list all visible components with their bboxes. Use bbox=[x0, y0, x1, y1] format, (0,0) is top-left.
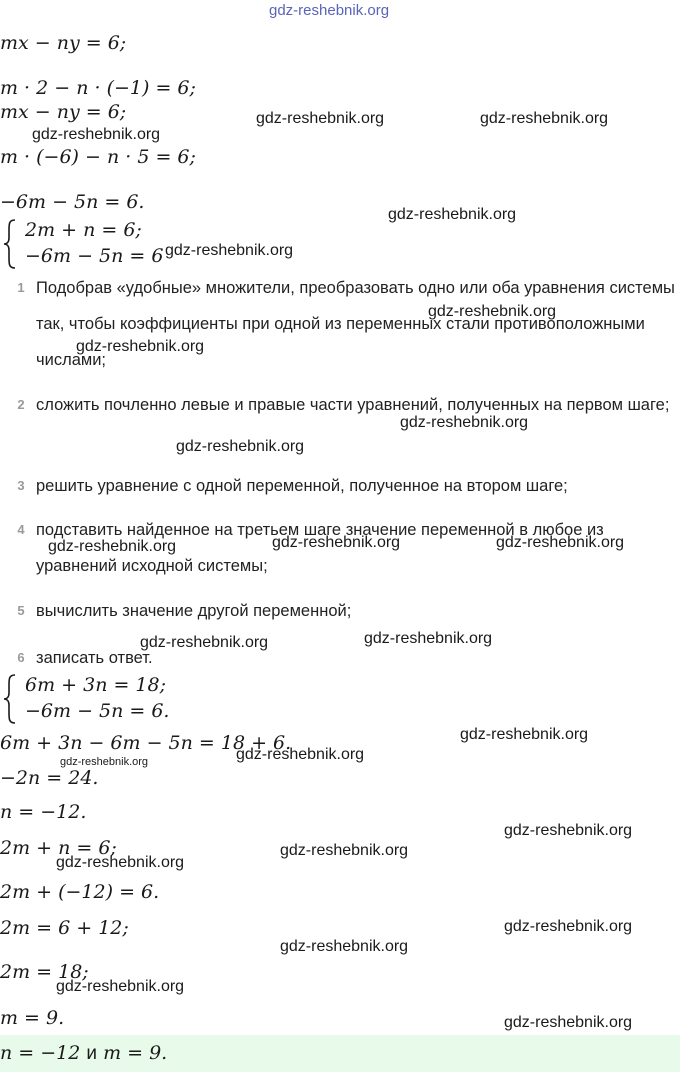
watermark: gdz-reshebnik.org bbox=[400, 414, 529, 431]
watermark: gdz-reshebnik.org bbox=[176, 438, 305, 455]
watermark: gdz-reshebnik.org bbox=[280, 938, 409, 955]
step-number: 3 bbox=[17, 478, 25, 493]
equation-system-2 bbox=[0, 673, 200, 725]
math-line: m = 9. bbox=[0, 1007, 65, 1029]
watermark: gdz-reshebnik.org bbox=[32, 126, 161, 143]
system-equation: −6m − 5n = 6. bbox=[25, 700, 170, 722]
math-line: 2m + n = 6; bbox=[0, 837, 117, 859]
math-line: 2m + (−12) = 6. bbox=[0, 881, 160, 903]
watermark: gdz-reshebnik.org bbox=[56, 854, 185, 871]
watermark: gdz-reshebnik.org bbox=[60, 756, 149, 768]
watermark: gdz-reshebnik.org bbox=[504, 1014, 633, 1031]
watermark: gdz-reshebnik.org bbox=[48, 538, 177, 555]
step-text: вычислить значение другой переменной; bbox=[36, 602, 352, 620]
watermark: gdz-reshebnik.org bbox=[428, 303, 557, 320]
watermark: gdz-reshebnik.org bbox=[236, 746, 365, 763]
math-line: −6m − 5n = 6. bbox=[0, 191, 145, 213]
top-watermark: gdz-reshebnik.org bbox=[269, 2, 390, 19]
math-line: n = −12. bbox=[0, 801, 87, 823]
math-line: m · 2 − n · (−1) = 6; bbox=[0, 77, 196, 99]
step-text: решить уравнение с одной переменной, полученное на втором шаге; bbox=[36, 477, 568, 495]
step-number: 4 bbox=[17, 522, 25, 537]
watermark: gdz-reshebnik.org bbox=[480, 110, 609, 127]
watermark: gdz-reshebnik.org bbox=[140, 634, 269, 651]
system-equation: 2m + n = 6; bbox=[25, 219, 142, 241]
watermark: gdz-reshebnik.org bbox=[280, 842, 409, 859]
math-line: −2n = 24. bbox=[0, 767, 99, 789]
step-text: записать ответ. bbox=[36, 649, 153, 667]
curly-brace-icon bbox=[2, 673, 18, 725]
watermark: gdz-reshebnik.org bbox=[364, 630, 493, 647]
answer-text bbox=[0, 1041, 167, 1066]
watermark: gdz-reshebnik.org bbox=[165, 242, 294, 259]
math-line: 6m + 3n − 6m − 5n = 18 + 6. bbox=[0, 732, 292, 754]
step-text: сложить почленно левые и правые части уравнений, полученных на первом шаге; bbox=[36, 396, 670, 414]
watermark: gdz-reshebnik.org bbox=[504, 918, 633, 935]
step-number: 6 bbox=[17, 650, 25, 665]
step-number: 1 bbox=[17, 280, 25, 295]
answer-bar bbox=[0, 1035, 680, 1072]
system-equation: 6m + 3n = 18; bbox=[25, 674, 167, 696]
math-line: 2m = 6 + 12; bbox=[0, 917, 129, 939]
step-number: 5 bbox=[17, 603, 25, 618]
math-line: m · (−6) − n · 5 = 6; bbox=[0, 146, 196, 168]
watermark: gdz-reshebnik.org bbox=[496, 534, 625, 551]
answer-m: m = 9. bbox=[103, 1042, 168, 1064]
watermark: gdz-reshebnik.org bbox=[504, 822, 633, 839]
math-line: mx − ny = 6; bbox=[0, 32, 127, 54]
watermark: gdz-reshebnik.org bbox=[388, 206, 517, 223]
step-text: Подобрав «удобные» множители, преобразовать одно или оба уравнения системы так, чтобы коэффициенты при одной из переменных стали противоположными числами; bbox=[36, 279, 675, 369]
watermark: gdz-reshebnik.org bbox=[272, 534, 401, 551]
curly-brace-icon bbox=[2, 218, 18, 270]
watermark: gdz-reshebnik.org bbox=[76, 338, 205, 355]
math-line: 2m = 18; bbox=[0, 961, 89, 983]
watermark: gdz-reshebnik.org bbox=[256, 110, 385, 127]
watermark: gdz-reshebnik.org bbox=[460, 726, 589, 743]
answer-conjunction: и bbox=[86, 1043, 98, 1064]
system-equation: −6m − 5n = 6 bbox=[25, 245, 164, 267]
answer-n: n = −12 bbox=[0, 1042, 81, 1064]
step-text: подставить найденное на третьем шаге значение переменной в любое из уравнений исходной системы; bbox=[36, 521, 604, 575]
step-number: 2 bbox=[17, 397, 25, 412]
watermark: gdz-reshebnik.org bbox=[56, 978, 185, 995]
math-line: mx − ny = 6; bbox=[0, 101, 127, 123]
